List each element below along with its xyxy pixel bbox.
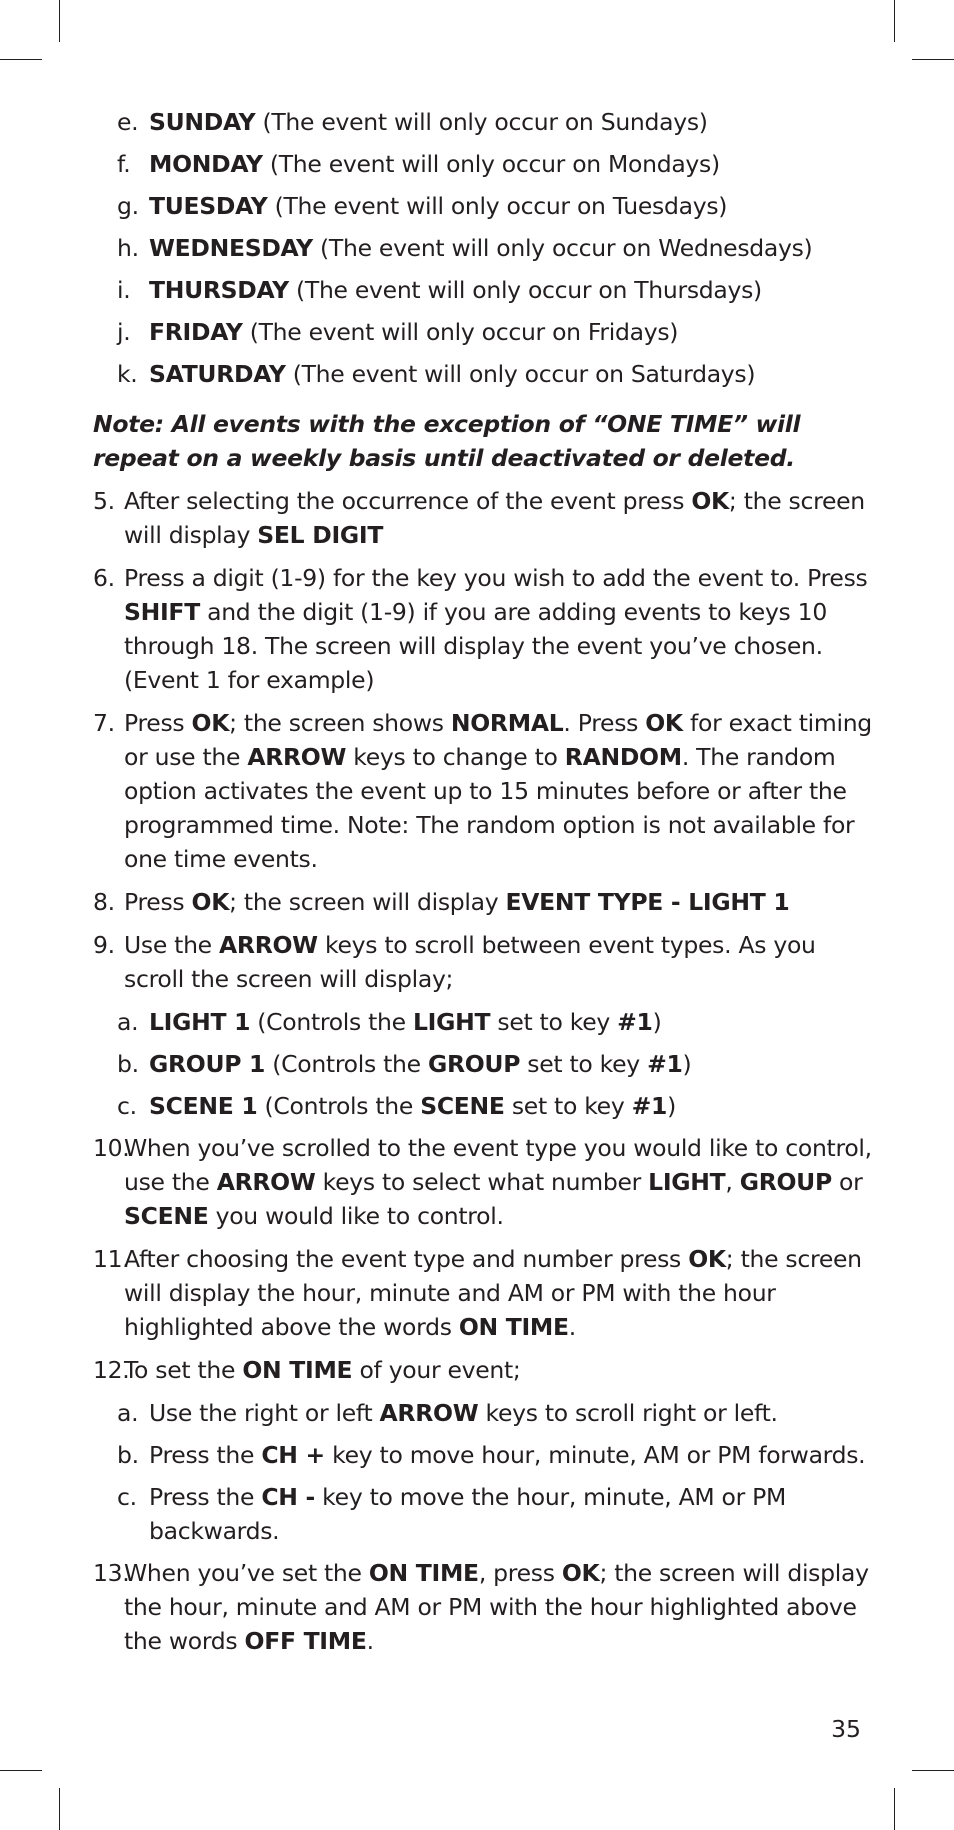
step-9 (93, 928, 873, 996)
step-keyword: ARROW (379, 1399, 479, 1427)
list-letter: f. (117, 150, 131, 178)
step-keyword: SCENE (124, 1202, 209, 1230)
step-text: Press a digit (1-9) for the key you wish to add the event to. Press (124, 564, 868, 592)
step-keyword: CH - (261, 1483, 316, 1511)
step-keyword: LIGHT (412, 1008, 491, 1036)
step-text: , (725, 1168, 740, 1196)
step-text: set to key (490, 1008, 618, 1036)
crop-mark (912, 1770, 954, 1771)
day-description: (The event will only occur on Wednesdays) (312, 234, 813, 262)
list-letter: c. (117, 1483, 137, 1511)
day-description: (The event will only occur on Thursdays) (288, 276, 762, 304)
step-11 (93, 1242, 873, 1344)
step-number: 7. (93, 709, 115, 737)
step-12 (93, 1353, 873, 1387)
step-number: 6. (93, 564, 115, 592)
step-text: key to move the hour, minute, AM or PM backwards. (149, 1483, 786, 1545)
crop-mark (59, 1788, 60, 1830)
step-keyword: #1 (647, 1050, 683, 1078)
step-text: . (366, 1627, 374, 1655)
step-text: After selecting the occurrence of the event press (124, 487, 692, 515)
step-text: for exact timing or use the (124, 709, 872, 771)
step-keyword: ARROW (219, 931, 318, 959)
step-text: (Controls the (250, 1008, 413, 1036)
crop-mark (0, 1770, 42, 1771)
day-name: MONDAY (149, 150, 263, 178)
list-letter: c. (117, 1092, 137, 1120)
step-text: . (568, 1313, 576, 1341)
step-keyword: SEL DIGIT (257, 521, 384, 549)
list-letter: a. (117, 1008, 139, 1036)
list-item (93, 1005, 873, 1039)
step-text: , press (478, 1559, 562, 1587)
list-letter: b. (117, 1441, 139, 1469)
crop-mark (59, 0, 60, 42)
step-text: Press (124, 709, 192, 737)
day-name: WEDNESDAY (149, 234, 313, 262)
day-name: SUNDAY (149, 108, 256, 136)
step-text: ; the screen shows (229, 709, 451, 737)
list-letter: b. (117, 1050, 139, 1078)
step-text: set to key (504, 1092, 632, 1120)
step-keyword: NORMAL (450, 709, 564, 737)
step-keyword: #1 (617, 1008, 653, 1036)
step-text: When you’ve scrolled to the event type you would like to control, use the (124, 1134, 872, 1196)
step-keyword: SCENE 1 (149, 1092, 258, 1120)
step-6 (93, 561, 873, 697)
step-8 (93, 885, 873, 919)
list-item (93, 357, 873, 391)
step-keyword: CH + (261, 1441, 325, 1469)
list-item (93, 1396, 873, 1430)
crop-mark (894, 1788, 895, 1830)
day-description: (The event will only occur on Fridays) (242, 318, 679, 346)
list-item (93, 147, 873, 181)
step-keyword: OK (191, 709, 230, 737)
list-letter: g. (117, 192, 139, 220)
step-text: ; the screen will display the hour, minute and AM or PM with the hour highlighted above the words (124, 1245, 862, 1341)
list-item (93, 231, 873, 265)
step-text: Use the right or left (149, 1399, 380, 1427)
step-text: . The random option activates the event up to 15 minutes before or after the programmed time. Note: The random option is not available for one time events. (124, 743, 855, 873)
step-keyword: ON TIME (368, 1559, 479, 1587)
step-text: you would like to control. (208, 1202, 504, 1230)
crop-mark (912, 59, 954, 60)
step-10 (93, 1131, 873, 1233)
list-item (93, 105, 873, 139)
note-text: Note: All events with the exception of “ONE TIME” will repeat on a weekly basis until deactivated or deleted. (93, 410, 801, 472)
day-name: SATURDAY (149, 360, 286, 388)
day-name: FRIDAY (149, 318, 243, 346)
step-7 (93, 706, 873, 876)
step-keyword: ARROW (247, 743, 347, 771)
step-keyword: GROUP (739, 1168, 832, 1196)
step-text: Press the (149, 1441, 262, 1469)
step-text: key to move hour, minute, AM or PM forwards. (324, 1441, 866, 1469)
step-keyword: OFF TIME (244, 1627, 367, 1655)
step-text: ) (667, 1092, 676, 1120)
list-letter: e. (117, 108, 139, 136)
step-keyword: OK (561, 1559, 600, 1587)
step-number: 12. (93, 1356, 130, 1384)
step-number: 10. (93, 1134, 130, 1162)
list-item (93, 1438, 873, 1472)
step-text: keys to change to (346, 743, 565, 771)
day-description: (The event will only occur on Tuesdays) (267, 192, 728, 220)
step-keyword: LIGHT 1 (149, 1008, 251, 1036)
list-letter: h. (117, 234, 139, 262)
step-keyword: #1 (631, 1092, 668, 1120)
list-item (93, 1047, 873, 1081)
step-text: To set the (124, 1356, 243, 1384)
step-number: 11. (93, 1245, 130, 1273)
day-description: (The event will only occur on Mondays) (262, 150, 720, 178)
list-letter: i. (117, 276, 131, 304)
list-item (93, 315, 873, 349)
step-13 (93, 1556, 873, 1658)
list-letter: j. (117, 318, 131, 346)
day-name: THURSDAY (149, 276, 289, 304)
document-body (93, 105, 873, 1667)
list-item (93, 273, 873, 307)
step-keyword: OK (645, 709, 683, 737)
list-item (93, 1480, 873, 1548)
step-text: and the digit (1-9) if you are adding events to keys 10 through 18. The screen will display the event you’ve chosen. (Event 1 for example) (124, 598, 827, 694)
step-keyword: GROUP 1 (149, 1050, 266, 1078)
step-number: 5. (93, 487, 115, 515)
day-description: (The event will only occur on Saturdays) (285, 360, 756, 388)
step-text: Use the (124, 931, 220, 959)
step-text: of your event; (352, 1356, 521, 1384)
step-text: ; the screen will display (124, 487, 865, 549)
step-keyword: ARROW (216, 1168, 316, 1196)
step-keyword: SCENE (420, 1092, 505, 1120)
crop-mark (0, 59, 42, 60)
step-text: Press the (149, 1483, 262, 1511)
step-text: After choosing the event type and number press (124, 1245, 689, 1273)
step-keyword: ON TIME (242, 1356, 353, 1384)
step-text: ; the screen will display (229, 888, 506, 916)
list-item (93, 1089, 873, 1123)
step-number: 13. (93, 1559, 130, 1587)
step-number: 8. (93, 888, 115, 916)
step-text: ) (682, 1050, 692, 1078)
step-keyword: LIGHT (648, 1168, 726, 1196)
step-text: (Controls the (265, 1050, 428, 1078)
step-keyword: GROUP (427, 1050, 521, 1078)
step-text: set to key (520, 1050, 648, 1078)
step-keyword: OK (688, 1245, 726, 1273)
step-text: or (831, 1168, 863, 1196)
step-keyword: SHIFT (124, 598, 200, 626)
step-number: 9. (93, 931, 115, 959)
step-text: keys to scroll between event types. As you scroll the screen will display; (124, 931, 816, 993)
day-description: (The event will only occur on Sundays) (255, 108, 708, 136)
step-5 (93, 484, 873, 552)
step-text: ; the screen will display the hour, minute and AM or PM with the hour highlighted above the words (124, 1559, 869, 1655)
step-keyword: OK (691, 487, 729, 515)
page-number: 35 (831, 1715, 861, 1743)
step-keyword: OK (191, 888, 230, 916)
step-text: (Controls the (257, 1092, 421, 1120)
step-keyword: RANDOM (564, 743, 682, 771)
crop-mark (894, 0, 895, 42)
list-letter: a. (117, 1399, 139, 1427)
step-text: Press (124, 888, 192, 916)
step-text: . Press (563, 709, 646, 737)
day-name: TUESDAY (149, 192, 268, 220)
step-text: keys to select what number (315, 1168, 649, 1196)
step-text: keys to scroll right or left. (478, 1399, 778, 1427)
list-item (93, 189, 873, 223)
step-text: When you’ve set the (124, 1559, 369, 1587)
step-keyword: ON TIME (458, 1313, 569, 1341)
list-letter: k. (117, 360, 138, 388)
step-keyword: EVENT TYPE - LIGHT 1 (505, 888, 790, 916)
step-text: ) (652, 1008, 662, 1036)
